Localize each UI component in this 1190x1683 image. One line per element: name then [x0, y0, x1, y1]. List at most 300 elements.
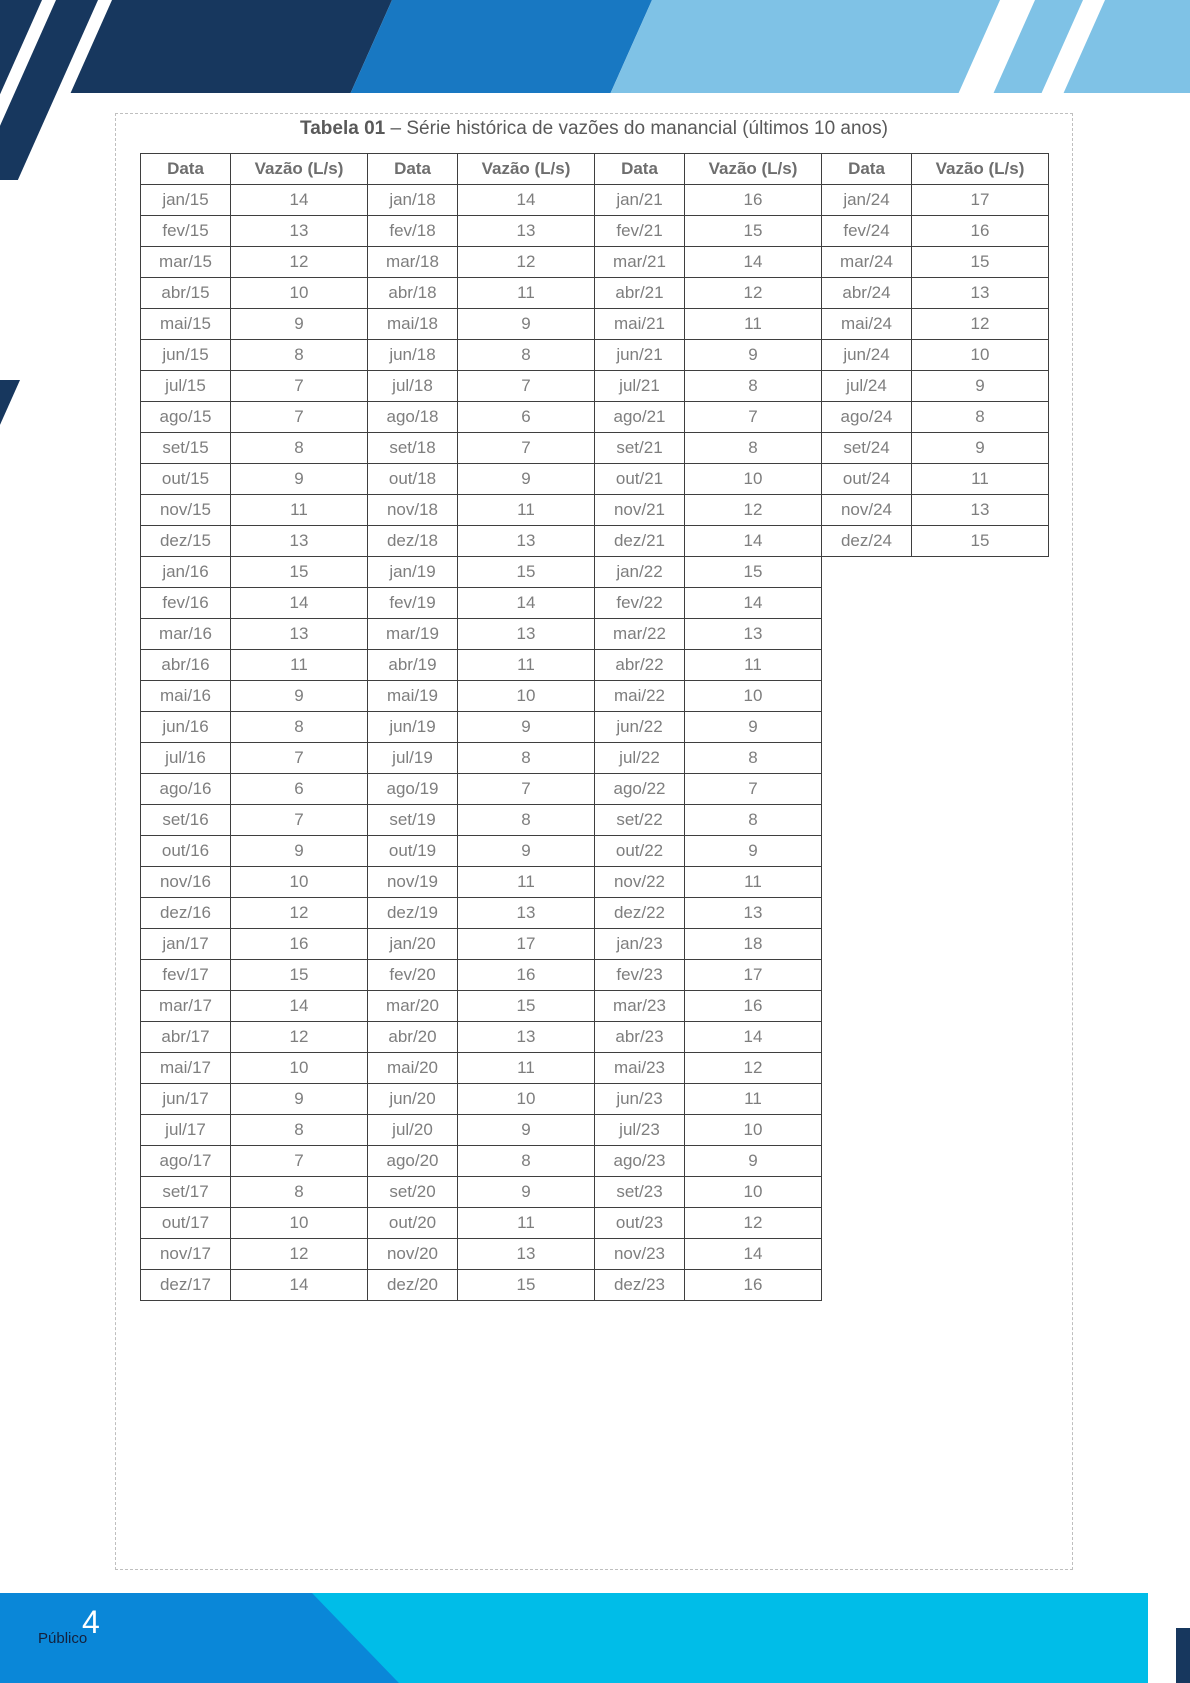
blank-cell: [912, 867, 1049, 898]
flow-value-cell: 6: [458, 402, 595, 433]
flow-value-cell: 8: [458, 340, 595, 371]
flow-value-cell: 15: [458, 557, 595, 588]
blank-cell: [912, 1208, 1049, 1239]
date-cell: abr/22: [595, 650, 685, 681]
table-row: [141, 278, 1049, 309]
flow-value-cell: 8: [231, 1115, 368, 1146]
date-cell: jan/19: [368, 557, 458, 588]
date-cell: abr/18: [368, 278, 458, 309]
table-row: [141, 433, 1049, 464]
flow-value-cell: 13: [458, 216, 595, 247]
flow-value-cell: 10: [458, 1084, 595, 1115]
date-cell: mai/19: [368, 681, 458, 712]
date-cell: mar/15: [141, 247, 231, 278]
flow-value-cell: 9: [231, 681, 368, 712]
blank-cell: [822, 588, 912, 619]
flow-value-cell: 11: [685, 1084, 822, 1115]
banner-stripe-light-blue-right: [1064, 0, 1190, 93]
flow-value-cell: 16: [685, 991, 822, 1022]
table-row: [141, 619, 1049, 650]
flow-value-cell: 7: [231, 402, 368, 433]
date-cell: ago/24: [822, 402, 912, 433]
date-cell: abr/24: [822, 278, 912, 309]
flow-value-cell: 8: [685, 433, 822, 464]
column-header-data: Data: [141, 154, 231, 185]
table-row: [141, 1239, 1049, 1270]
date-cell: jul/18: [368, 371, 458, 402]
date-cell: nov/16: [141, 867, 231, 898]
blank-cell: [912, 836, 1049, 867]
date-cell: mar/17: [141, 991, 231, 1022]
date-cell: jun/24: [822, 340, 912, 371]
flow-value-cell: 16: [685, 185, 822, 216]
flow-value-cell: 7: [458, 433, 595, 464]
date-cell: jun/19: [368, 712, 458, 743]
date-cell: mai/24: [822, 309, 912, 340]
date-cell: jun/15: [141, 340, 231, 371]
date-cell: ago/22: [595, 774, 685, 805]
table-row: [141, 371, 1049, 402]
date-cell: set/18: [368, 433, 458, 464]
date-cell: ago/15: [141, 402, 231, 433]
flow-value-cell: 9: [685, 1146, 822, 1177]
table-row: [141, 247, 1049, 278]
flow-value-cell: 9: [685, 836, 822, 867]
page-number: 4: [82, 1604, 100, 1640]
date-cell: set/15: [141, 433, 231, 464]
flow-value-cell: 12: [685, 1208, 822, 1239]
flow-value-cell: 11: [231, 650, 368, 681]
date-cell: fev/18: [368, 216, 458, 247]
date-cell: nov/23: [595, 1239, 685, 1270]
date-cell: nov/19: [368, 867, 458, 898]
flow-value-cell: 11: [458, 1208, 595, 1239]
date-cell: dez/24: [822, 526, 912, 557]
date-cell: abr/19: [368, 650, 458, 681]
flow-value-cell: 8: [231, 340, 368, 371]
table-row: [141, 557, 1049, 588]
blank-cell: [822, 991, 912, 1022]
table-row: [141, 898, 1049, 929]
flow-value-cell: 14: [685, 1239, 822, 1270]
flow-value-cell: 12: [912, 309, 1049, 340]
flow-value-cell: 8: [231, 1177, 368, 1208]
date-cell: fev/17: [141, 960, 231, 991]
flow-value-cell: 8: [912, 402, 1049, 433]
date-cell: mai/23: [595, 1053, 685, 1084]
date-cell: jan/18: [368, 185, 458, 216]
column-header-data: Data: [822, 154, 912, 185]
date-cell: nov/22: [595, 867, 685, 898]
table-row: [141, 1146, 1049, 1177]
table-row: [141, 464, 1049, 495]
date-cell: jan/24: [822, 185, 912, 216]
date-cell: nov/20: [368, 1239, 458, 1270]
date-cell: fev/19: [368, 588, 458, 619]
flow-value-cell: 12: [231, 898, 368, 929]
date-cell: jan/15: [141, 185, 231, 216]
banner-stripe-light-blue: [611, 0, 1000, 93]
flow-value-cell: 10: [458, 681, 595, 712]
table-row: [141, 1208, 1049, 1239]
table-row: [141, 836, 1049, 867]
blank-cell: [822, 836, 912, 867]
flow-value-cell: 13: [912, 495, 1049, 526]
blank-cell: [912, 743, 1049, 774]
blank-cell: [912, 712, 1049, 743]
flow-value-cell: 11: [458, 1053, 595, 1084]
blank-cell: [822, 1239, 912, 1270]
table-row: [141, 650, 1049, 681]
flow-value-cell: 12: [685, 1053, 822, 1084]
flow-value-cell: 12: [685, 278, 822, 309]
flow-value-cell: 18: [685, 929, 822, 960]
date-cell: fev/24: [822, 216, 912, 247]
flow-value-cell: 14: [231, 588, 368, 619]
date-cell: mar/24: [822, 247, 912, 278]
date-cell: dez/22: [595, 898, 685, 929]
flow-value-cell: 7: [231, 805, 368, 836]
blank-cell: [822, 805, 912, 836]
flow-value-cell: 11: [458, 867, 595, 898]
date-cell: mai/21: [595, 309, 685, 340]
date-cell: fev/20: [368, 960, 458, 991]
flow-value-cell: 17: [685, 960, 822, 991]
table-row: [141, 929, 1049, 960]
table-row: [141, 743, 1049, 774]
date-cell: mai/15: [141, 309, 231, 340]
table-title-number: Tabela 01: [300, 118, 386, 139]
date-cell: out/19: [368, 836, 458, 867]
flow-value-cell: 13: [458, 1022, 595, 1053]
blank-cell: [912, 898, 1049, 929]
flow-value-cell: 10: [231, 1053, 368, 1084]
table-title: [115, 118, 1073, 140]
flow-value-cell: 10: [685, 681, 822, 712]
table-row: [141, 185, 1049, 216]
date-cell: out/22: [595, 836, 685, 867]
flow-value-cell: 8: [458, 805, 595, 836]
date-cell: ago/19: [368, 774, 458, 805]
flow-value-cell: 10: [231, 1208, 368, 1239]
blank-cell: [822, 712, 912, 743]
footer-band: [0, 1593, 1148, 1683]
blank-cell: [822, 1053, 912, 1084]
date-cell: nov/18: [368, 495, 458, 526]
blank-cell: [822, 1208, 912, 1239]
flow-value-cell: 10: [231, 278, 368, 309]
blank-cell: [912, 650, 1049, 681]
column-header-data: Data: [368, 154, 458, 185]
flow-value-cell: 13: [685, 898, 822, 929]
blank-cell: [822, 619, 912, 650]
column-header-vazao: Vazão (L/s): [685, 154, 822, 185]
date-cell: mar/21: [595, 247, 685, 278]
table-row: [141, 1115, 1049, 1146]
flow-value-cell: 11: [458, 650, 595, 681]
date-cell: out/16: [141, 836, 231, 867]
date-cell: nov/24: [822, 495, 912, 526]
flow-value-cell: 14: [685, 526, 822, 557]
flow-value-cell: 9: [458, 464, 595, 495]
flow-value-cell: 15: [685, 557, 822, 588]
table-row: [141, 805, 1049, 836]
flow-value-cell: 13: [685, 619, 822, 650]
table-row: [141, 1270, 1049, 1301]
blank-cell: [822, 898, 912, 929]
flow-value-cell: 13: [231, 619, 368, 650]
flow-table-body: [141, 154, 1049, 1301]
date-cell: mai/17: [141, 1053, 231, 1084]
blank-cell: [822, 681, 912, 712]
date-cell: set/24: [822, 433, 912, 464]
date-cell: dez/23: [595, 1270, 685, 1301]
flow-value-cell: 12: [231, 247, 368, 278]
flow-table: [140, 153, 1049, 1301]
date-cell: dez/16: [141, 898, 231, 929]
table-row: [141, 1022, 1049, 1053]
blank-cell: [822, 1084, 912, 1115]
date-cell: out/18: [368, 464, 458, 495]
flow-value-cell: 7: [231, 371, 368, 402]
date-cell: ago/16: [141, 774, 231, 805]
date-cell: jul/24: [822, 371, 912, 402]
date-cell: abr/15: [141, 278, 231, 309]
flow-value-cell: 13: [912, 278, 1049, 309]
flow-value-cell: 13: [231, 216, 368, 247]
date-cell: set/17: [141, 1177, 231, 1208]
flow-value-cell: 10: [912, 340, 1049, 371]
date-cell: jul/19: [368, 743, 458, 774]
date-cell: ago/20: [368, 1146, 458, 1177]
flow-value-cell: 11: [458, 495, 595, 526]
date-cell: set/22: [595, 805, 685, 836]
date-cell: fev/21: [595, 216, 685, 247]
blank-cell: [822, 1022, 912, 1053]
date-cell: mai/22: [595, 681, 685, 712]
date-cell: mai/16: [141, 681, 231, 712]
date-cell: abr/23: [595, 1022, 685, 1053]
flow-value-cell: 14: [458, 185, 595, 216]
blank-cell: [912, 557, 1049, 588]
flow-value-cell: 13: [458, 526, 595, 557]
flow-value-cell: 8: [685, 371, 822, 402]
blank-cell: [912, 588, 1049, 619]
flow-value-cell: 16: [685, 1270, 822, 1301]
date-cell: jun/22: [595, 712, 685, 743]
flow-value-cell: 14: [231, 185, 368, 216]
table-row: [141, 1053, 1049, 1084]
date-cell: nov/17: [141, 1239, 231, 1270]
date-cell: abr/16: [141, 650, 231, 681]
date-cell: set/20: [368, 1177, 458, 1208]
flow-value-cell: 12: [685, 495, 822, 526]
date-cell: nov/15: [141, 495, 231, 526]
date-cell: dez/17: [141, 1270, 231, 1301]
date-cell: dez/19: [368, 898, 458, 929]
footer-classification-label: Público: [38, 1630, 88, 1647]
flow-value-cell: 14: [231, 1270, 368, 1301]
flow-value-cell: 9: [458, 1115, 595, 1146]
date-cell: out/24: [822, 464, 912, 495]
flow-value-cell: 16: [231, 929, 368, 960]
table-row: [141, 991, 1049, 1022]
flow-value-cell: 10: [231, 867, 368, 898]
date-cell: abr/17: [141, 1022, 231, 1053]
date-cell: ago/17: [141, 1146, 231, 1177]
date-cell: mai/20: [368, 1053, 458, 1084]
table-row: [141, 960, 1049, 991]
flow-value-cell: 11: [685, 650, 822, 681]
date-cell: dez/18: [368, 526, 458, 557]
blank-cell: [822, 650, 912, 681]
date-cell: mar/16: [141, 619, 231, 650]
date-cell: jun/21: [595, 340, 685, 371]
flow-value-cell: 8: [231, 712, 368, 743]
flow-value-cell: 8: [231, 433, 368, 464]
date-cell: mar/19: [368, 619, 458, 650]
date-cell: mar/22: [595, 619, 685, 650]
table-row: [141, 588, 1049, 619]
date-cell: jun/23: [595, 1084, 685, 1115]
date-cell: dez/21: [595, 526, 685, 557]
flow-value-cell: 12: [231, 1022, 368, 1053]
flow-value-cell: 9: [231, 309, 368, 340]
flow-value-cell: 17: [912, 185, 1049, 216]
table-row: [141, 681, 1049, 712]
date-cell: jul/16: [141, 743, 231, 774]
date-cell: set/21: [595, 433, 685, 464]
flow-value-cell: 14: [231, 991, 368, 1022]
flow-value-cell: 7: [458, 774, 595, 805]
column-header-data: Data: [595, 154, 685, 185]
flow-value-cell: 14: [458, 588, 595, 619]
flow-value-cell: 9: [912, 433, 1049, 464]
date-cell: jun/18: [368, 340, 458, 371]
date-cell: abr/21: [595, 278, 685, 309]
flow-value-cell: 7: [231, 743, 368, 774]
date-cell: set/19: [368, 805, 458, 836]
date-cell: ago/21: [595, 402, 685, 433]
date-cell: jun/20: [368, 1084, 458, 1115]
footer-accent-cyan: [312, 1593, 1148, 1683]
date-cell: jan/20: [368, 929, 458, 960]
blank-cell: [912, 991, 1049, 1022]
date-cell: ago/18: [368, 402, 458, 433]
flow-value-cell: 16: [912, 216, 1049, 247]
table-row: [141, 526, 1049, 557]
banner-stripe-navy-sliver: [0, 380, 20, 430]
blank-cell: [912, 929, 1049, 960]
flow-value-cell: 8: [458, 1146, 595, 1177]
date-cell: jan/23: [595, 929, 685, 960]
date-cell: dez/20: [368, 1270, 458, 1301]
flow-value-cell: 9: [685, 712, 822, 743]
date-cell: mar/18: [368, 247, 458, 278]
flow-value-cell: 14: [685, 247, 822, 278]
flow-value-cell: 7: [231, 1146, 368, 1177]
blank-cell: [912, 1239, 1049, 1270]
flow-value-cell: 9: [458, 836, 595, 867]
flow-value-cell: 12: [458, 247, 595, 278]
flow-value-cell: 9: [458, 712, 595, 743]
date-cell: out/20: [368, 1208, 458, 1239]
blank-cell: [912, 774, 1049, 805]
date-cell: mar/23: [595, 991, 685, 1022]
table-title-text: – Série histórica de vazões do manancial (últimos 10 anos): [385, 118, 888, 139]
date-cell: jul/23: [595, 1115, 685, 1146]
date-cell: jul/20: [368, 1115, 458, 1146]
blank-cell: [822, 1146, 912, 1177]
flow-value-cell: 11: [458, 278, 595, 309]
flow-value-cell: 9: [912, 371, 1049, 402]
flow-value-cell: 7: [685, 774, 822, 805]
flow-value-cell: 8: [685, 805, 822, 836]
flow-value-cell: 9: [231, 1084, 368, 1115]
flow-value-cell: 14: [685, 588, 822, 619]
flow-value-cell: 15: [458, 991, 595, 1022]
column-header-vazao: Vazão (L/s): [458, 154, 595, 185]
blank-cell: [912, 1084, 1049, 1115]
flow-value-cell: 13: [231, 526, 368, 557]
blank-cell: [822, 1177, 912, 1208]
table-row: [141, 1084, 1049, 1115]
date-cell: jul/21: [595, 371, 685, 402]
table-row: [141, 309, 1049, 340]
blank-cell: [912, 1053, 1049, 1084]
flow-value-cell: 15: [685, 216, 822, 247]
flow-value-cell: 15: [231, 960, 368, 991]
flow-value-cell: 7: [685, 402, 822, 433]
table-row: [141, 340, 1049, 371]
date-cell: out/21: [595, 464, 685, 495]
blank-cell: [822, 1270, 912, 1301]
date-cell: jan/22: [595, 557, 685, 588]
blank-cell: [822, 743, 912, 774]
date-cell: fev/23: [595, 960, 685, 991]
flow-value-cell: 11: [685, 309, 822, 340]
flow-value-cell: 7: [458, 371, 595, 402]
blank-cell: [822, 867, 912, 898]
column-header-vazao: Vazão (L/s): [912, 154, 1049, 185]
flow-value-cell: 10: [685, 1177, 822, 1208]
blank-cell: [912, 619, 1049, 650]
flow-value-cell: 11: [231, 495, 368, 526]
blank-cell: [912, 681, 1049, 712]
flow-value-cell: 15: [912, 247, 1049, 278]
flow-value-cell: 9: [458, 1177, 595, 1208]
date-cell: jul/17: [141, 1115, 231, 1146]
table-row: [141, 216, 1049, 247]
date-cell: dez/15: [141, 526, 231, 557]
date-cell: fev/22: [595, 588, 685, 619]
date-cell: jan/21: [595, 185, 685, 216]
date-cell: jun/17: [141, 1084, 231, 1115]
blank-cell: [822, 774, 912, 805]
flow-value-cell: 14: [685, 1022, 822, 1053]
flow-value-cell: 15: [458, 1270, 595, 1301]
column-header-vazao: Vazão (L/s): [231, 154, 368, 185]
banner-stripe-blue: [351, 0, 652, 93]
flow-value-cell: 8: [685, 743, 822, 774]
blank-cell: [912, 1177, 1049, 1208]
flow-value-cell: 16: [458, 960, 595, 991]
blank-cell: [912, 805, 1049, 836]
date-cell: out/15: [141, 464, 231, 495]
flow-value-cell: 13: [458, 898, 595, 929]
date-cell: nov/21: [595, 495, 685, 526]
date-cell: jul/22: [595, 743, 685, 774]
